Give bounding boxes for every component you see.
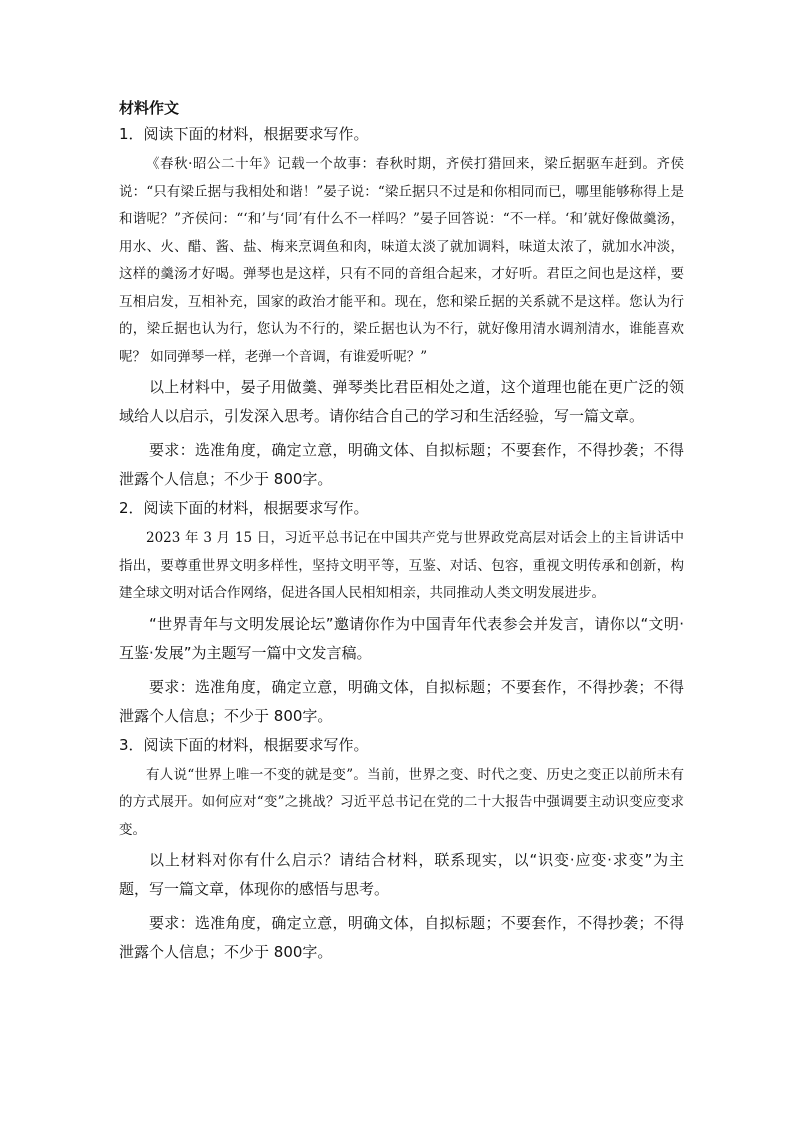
question-1 bbox=[119, 122, 684, 494]
question-3 bbox=[119, 733, 684, 968]
question-2-prompt: “世界青年与文明发展论坛”邀请你作为中国青年代表参会并发言，请你以“文明·互鉴·发展”为主题写一篇中文发言稿。 bbox=[119, 614, 684, 662]
question-2-requirement: 要求：选准角度，确定立意，明确文体，自拟标题；不要套作，不得抄袭；不得泄露个人信息；不少于 800字。 bbox=[119, 677, 684, 725]
section-title: 材料作文 bbox=[119, 99, 180, 117]
question-1-prompt: 以上材料中，晏子用做羹、弹琴类比君臣相处之道，这个道理也能在更广泛的领域给人以启示，引发深入思考。请你结合自己的学习和生活经验，写一篇文章。 bbox=[119, 378, 684, 425]
question-1-material: 《春秋·昭公二十年》记载一个故事：春秋时期，齐侯打猎回来，梁丘据驱车赶到。齐侯说：“只有梁丘据与我相处和谐！”晏子说：“梁丘据只不过是和你相同而已，哪里能够称得上是和谐呢？”齐侯问：“‘和’与‘同’有什么不一样吗？”晏子回答说：“不一样。‘和’就好像做羹汤，用水、火、醋、酱、盐、梅来烹调鱼和肉，味道太淡了就加调料，味道太浓了，就加水冲淡，这样的羹汤才好喝。弹琴也是这样，只有不同的音组合起来，才好听。君臣之间也是这样，要互相启发，互相补充，国家的政治才能平和。现在，您和梁丘据的关系就不是这样。您认为行的，梁丘据也认为行，您认为不行的，梁丘据也认为不行，就好像用清水调剂清水，谁能喜欢呢？ 如同弹琴一样，老弹一个音调，有谁爱听呢？” bbox=[119, 156, 684, 365]
question-1-requirement: 要求：选准角度，确定立意，明确文体、自拟标题；不要套作，不得抄袭；不得泄露个人信息；不少于 800字。 bbox=[119, 441, 684, 488]
question-2-material: 2023 年 3 月 15 日，习近平总书记在中国共产党与世界政党高层对话会上的主旨讲话中指出，要尊重世界文明多样性，坚持文明平等，互鉴、对话、包容，重视文明传承和创新，构建全球文明对话合作网络，促进各国人民相知相亲，共同推动人类文明发展进步。 bbox=[119, 530, 684, 601]
question-3-requirement: 要求：选准角度，确定立意，明确文体，自拟标题；不要套作，不得抄袭；不得泄露个人信息；不少于 800字。 bbox=[119, 914, 684, 961]
question-3-prompt: 以上材料对你有什么启示？请结合材料，联系现实，以“识变·应变·求变”为主题，写一篇文章，体现你的感悟与思考。 bbox=[119, 851, 684, 898]
question-2-heading: 2．阅读下面的材料，根据要求写作。 bbox=[119, 499, 369, 517]
page-content bbox=[119, 96, 684, 969]
question-3-heading: 3．阅读下面的材料，根据要求写作。 bbox=[119, 735, 369, 754]
question-3-material: 有人说“世界上唯一不变的就是变”。当前，世界之变、时代之变、历史之变正以前所未有的方式展开。如何应对“变”之挑战？习近平总书记在党的二十大报告中强调要主动识变应变求变。 bbox=[119, 766, 684, 838]
question-2 bbox=[119, 496, 684, 731]
question-1-heading: 1．阅读下面的材料，根据要求写作。 bbox=[119, 125, 369, 143]
